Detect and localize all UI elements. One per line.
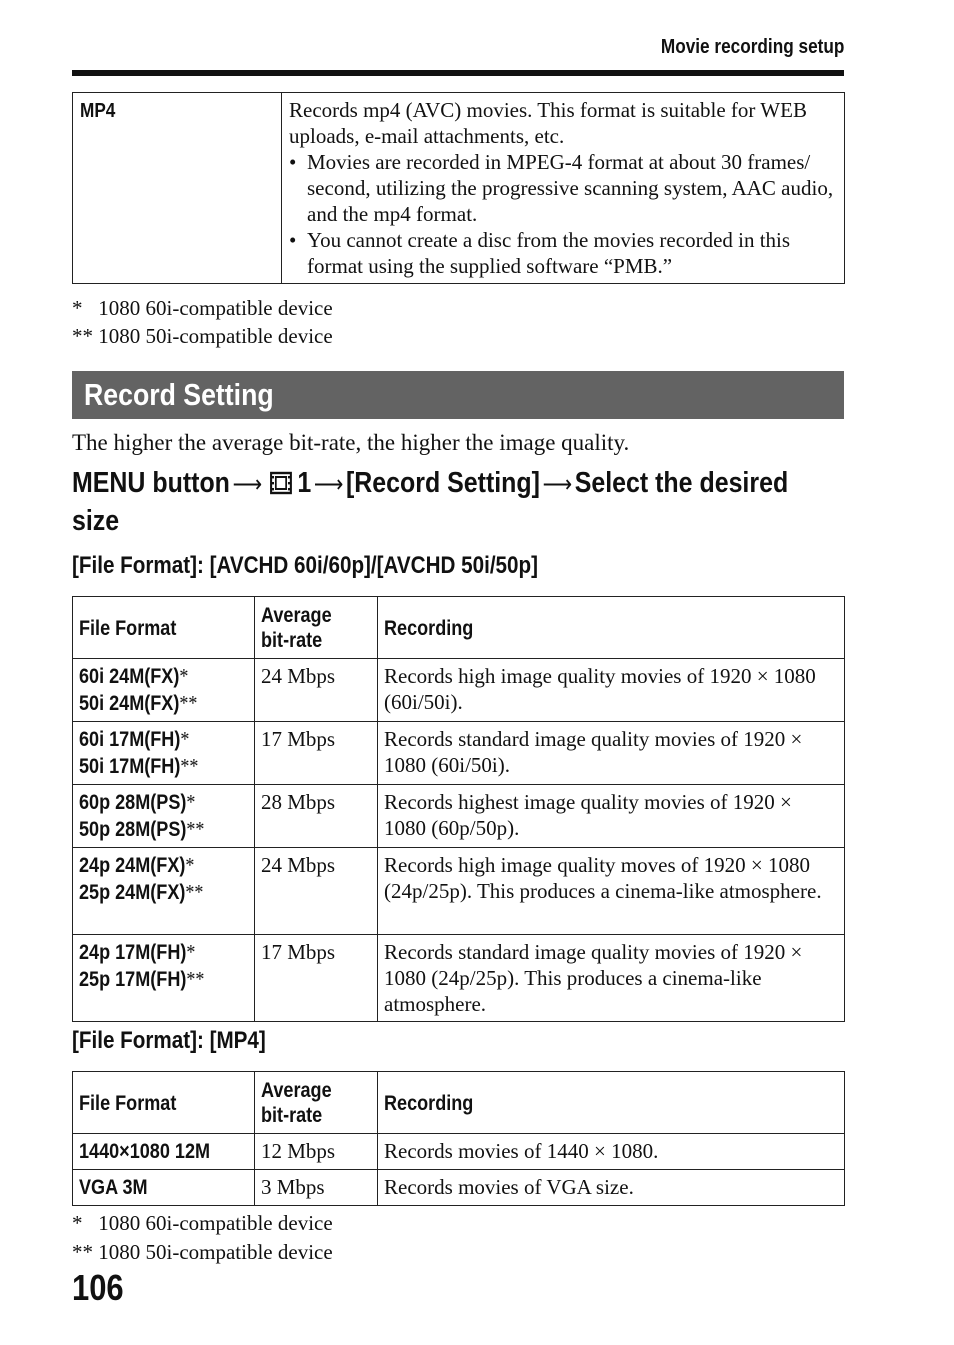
format-cell: 60p 28M(PS)* 50p 28M(PS)**: [73, 785, 255, 848]
bitrate-cell: 12 Mbps: [255, 1134, 378, 1170]
table-row: [73, 1134, 845, 1170]
header-rule: [72, 70, 844, 76]
section-title-banner: [72, 371, 844, 419]
recording-cell: Records highest image quality movies of 1920 × 1080 (60p/50p).: [378, 785, 845, 848]
footnote: * 1080 60i-compatible device: [72, 1211, 333, 1235]
header-cell: Recording: [378, 1072, 845, 1134]
recording-cell: Records movies of 1440 × 1080.: [378, 1134, 845, 1170]
header-cell: Average bit-rate: [255, 1072, 378, 1134]
footnote: * 1080 60i-compatible device: [72, 296, 333, 320]
intro-text: The higher the average bit-rate, the higher the image quality.: [72, 430, 630, 455]
bitrate-cell: 17 Mbps: [255, 722, 378, 785]
table-header-row: [73, 1072, 845, 1134]
format-cell: 1440×1080 12M: [73, 1134, 255, 1170]
recording-cell: Records standard image quality movies of 1920 × 1080 (60i/50i).: [378, 722, 845, 785]
bitrate-cell: 17 Mbps: [255, 935, 378, 1022]
recording-cell: Records movies of VGA size.: [378, 1170, 845, 1206]
table-row: [73, 935, 845, 1022]
table-row: [73, 659, 845, 722]
format-cell: 24p 17M(FH)* 25p 17M(FH)**: [73, 935, 255, 1022]
file-format-subheading: [File Format]: [MP4]: [72, 1027, 266, 1054]
file-format-subheading: [File Format]: [AVCHD 60i/60p]/[AVCHD 50i/50p]: [72, 552, 538, 579]
header-cell: File Format: [73, 1072, 255, 1134]
format-cell: 60i 17M(FH)* 50i 17M(FH)**: [73, 722, 255, 785]
bitrate-cell: 28 Mbps: [255, 785, 378, 848]
recording-cell: Records standard image quality movies of 1920 × 1080 (24p/25p). This produces a cinema-like atmosphere.: [378, 935, 845, 1022]
table-row: [73, 785, 845, 848]
page-number: 106: [72, 1267, 124, 1308]
movie-film-icon: [270, 469, 292, 504]
format-cell: 60i 24M(FX)* 50i 24M(FX)**: [73, 659, 255, 722]
header-cell: Recording: [378, 597, 845, 659]
format-description: Records mp4 (AVC) movies. This format is suitable for WEB uploads, e-mail attachments, etc.: [289, 98, 807, 148]
bitrate-cell: 3 Mbps: [255, 1170, 378, 1206]
bullet-item: • You cannot create a disc from the movies recorded in this format using the supplied software “PMB.”: [289, 228, 791, 278]
running-header: Movie recording setup: [660, 36, 844, 58]
section-title: Record Setting: [84, 377, 274, 412]
format-cell: 24p 24M(FX)* 25p 24M(FX)**: [73, 848, 255, 935]
mp4-format-table: [72, 92, 845, 284]
recording-cell: Records high image quality moves of 1920 × 1080 (24p/25p). This produces a cinema-like atmosphere.: [378, 848, 845, 935]
avchd-record-setting-table: [72, 596, 845, 1022]
footnote: ** 1080 50i-compatible device: [72, 324, 333, 348]
table-row: [73, 722, 845, 785]
bullet-item: • Movies are recorded in MPEG-4 format at about 30 frames/ second, utilizing the progressive scanning system, AAC audio, and the mp4 format.: [289, 150, 834, 226]
recording-cell: Records high image quality movies of 1920 × 1080 (60i/50i).: [378, 659, 845, 722]
format-label-cell: MP4: [73, 93, 282, 284]
header-cell: File Format: [73, 597, 255, 659]
footnote: ** 1080 50i-compatible device: [72, 1240, 333, 1264]
table-row: [73, 93, 845, 284]
format-description-cell: [282, 93, 845, 284]
table-row: [73, 848, 845, 935]
format-cell: VGA 3M: [73, 1170, 255, 1206]
bitrate-cell: 24 Mbps: [255, 659, 378, 722]
header-cell: Average bit-rate: [255, 597, 378, 659]
bitrate-cell: 24 Mbps: [255, 848, 378, 935]
menu-path-heading: MENU button ⟶ 1 ⟶[Record Setting] ⟶Select the desired size: [72, 467, 789, 537]
table-row: [73, 1170, 845, 1206]
table-header-row: [73, 597, 845, 659]
mp4-record-setting-table: [72, 1071, 845, 1206]
